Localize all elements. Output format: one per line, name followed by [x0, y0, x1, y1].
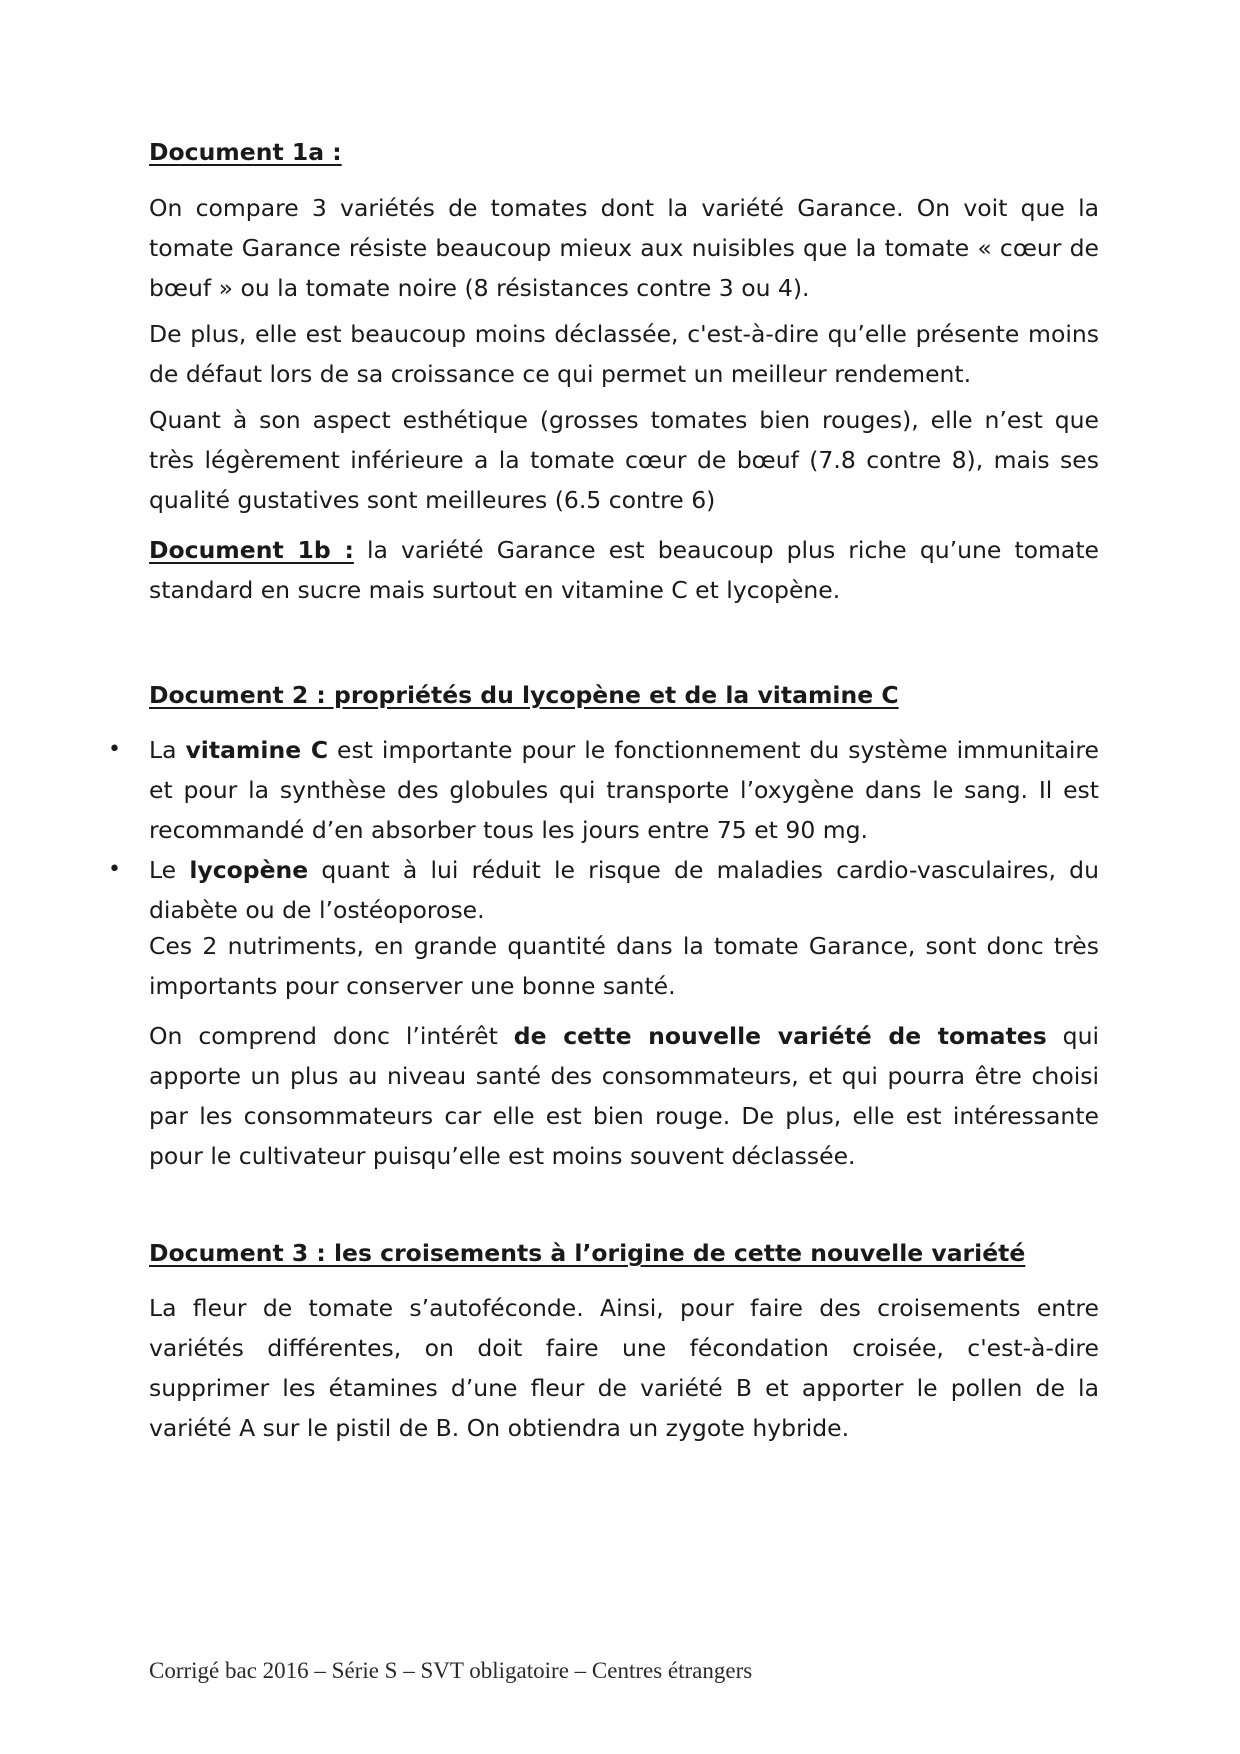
- list-item: • Le lycopène quant à lui réduit le risque de maladies cardio-vasculaires, du diabète ou de l’ostéoporose.: [149, 850, 1099, 930]
- doc2-heading: Document 2 : propriétés du lycopène et de la vitamine C: [149, 681, 899, 709]
- doc3-heading: Document 3 : les croisements à l’origine de cette nouvelle variété: [149, 1239, 1026, 1267]
- doc1a-heading: Document 1a :: [149, 138, 342, 166]
- doc1a-paragraph-2: De plus, elle est beaucoup moins déclassée, c'est-à-dire qu’elle présente moins de défaut lors de sa croissance ce qui permet un meilleur rendement.: [149, 320, 1099, 388]
- doc2-paragraph-2: On comprend donc l’intérêt de cette nouvelle variété de tomates qui apporte un plus au niveau santé des consommateurs, et qui pourra être choisi par les consommateurs car elle est bien rouge. De plus, elle est intéressante pour le cultivateur puisqu’elle est moins souvent déclassée.: [149, 1022, 1099, 1170]
- doc3-paragraph-1: La fleur de tomate s’autoféconde. Ainsi, pour faire des croisements entre variétés différentes, on doit faire une fécondation croisée, c'est-à-dire supprimer les étamines d’une fleur de variété B et apporter le pollen de la variété A sur le pistil de B. On obtiendra un zygote hybride.: [149, 1294, 1099, 1442]
- doc1b-heading: Document 1b :: [149, 536, 354, 564]
- doc1b-paragraph: [149, 530, 1099, 610]
- list-item: • La vitamine C est importante pour le fonctionnement du système immunitaire et pour la synthèse des globules qui transporte l’oxygène dans le sang. Il est recommandé d’en absorber tous les jours entre 75 et 90 mg.: [149, 730, 1099, 850]
- lycopene-term: lycopène: [189, 856, 309, 884]
- doc2-paragraph-1: Ces 2 nutriments, en grande quantité dans la tomate Garance, sont donc très importants pour conserver une bonne santé.: [149, 932, 1099, 1000]
- vitamin-c-term: vitamine C: [185, 736, 329, 764]
- doc1b-text: la variété Garance est beaucoup plus riche qu’une tomate standard en sucre mais surtout en vitamine C et lycopène.: [149, 536, 1099, 604]
- bullet-icon: •: [108, 857, 121, 882]
- doc1a-paragraph-1: On compare 3 variétés de tomates dont la variété Garance. On voit que la tomate Garance résiste beaucoup mieux aux nuisibles que la tomate « cœur de bœuf » ou la tomate noire (8 résistances contre 3 ou 4).: [149, 194, 1099, 302]
- new-variety-emphasis: de cette nouvelle variété de tomates: [513, 1022, 1047, 1050]
- page-footer: Corrigé bac 2016 – Série S – SVT obligatoire – Centres étrangers: [149, 1658, 753, 1683]
- bullet-icon: •: [108, 737, 121, 762]
- doc2-bullet-list: [108, 730, 1100, 930]
- doc1a-paragraph-3: Quant à son aspect esthétique (grosses tomates bien rouges), elle n’est que très légèrement inférieure a la tomate cœur de bœuf (7.8 contre 8), mais ses qualité gustatives sont meilleures (6.5 contre 6): [149, 406, 1099, 514]
